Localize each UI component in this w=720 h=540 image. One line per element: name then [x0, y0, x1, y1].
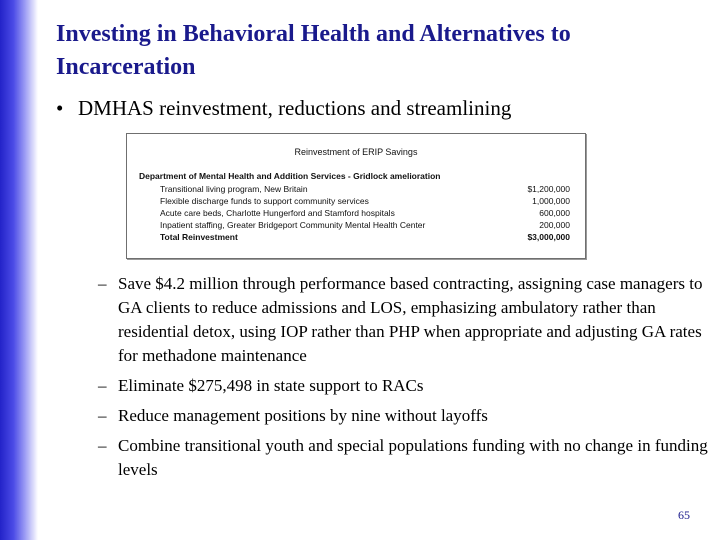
total-label: Total Reinvestment [160, 232, 238, 242]
row-label: Inpatient staffing, Greater Bridgeport Community Mental Health Center [160, 220, 426, 230]
sub-bullet-text: Save $4.2 million through performance based contracting, assigning case managers to GA clients to reduce admissions and LOS, emphasizing ambulatory rather than residential detox, using IOP rather than PHP when appropriate and adjusting GA rates for methadone maintenance [118, 274, 703, 365]
main-bullet-text: DMHAS reinvestment, reductions and streamlining [78, 96, 512, 120]
bullet-icon: • [56, 96, 64, 120]
sub-bullet-item [98, 434, 714, 482]
table-row [160, 184, 570, 196]
sub-bullet-item [98, 404, 714, 428]
table-row [160, 220, 570, 232]
dash-icon: – [98, 274, 107, 293]
slide-sidebar-gradient [0, 0, 38, 540]
sub-bullet-text: Combine transitional youth and special populations funding with no change in funding levels [118, 436, 708, 479]
table-row [160, 208, 570, 220]
sub-bullet-text: Eliminate $275,498 in state support to RACs [118, 376, 424, 395]
row-label: Acute care beds, Charlotte Hungerford and Stamford hospitals [160, 208, 395, 218]
sub-bullet-item [98, 272, 714, 368]
dash-icon: – [98, 376, 107, 395]
row-amount: 200,000 [539, 220, 570, 230]
slide-title: Investing in Behavioral Health and Alternatives to Incarceration [56, 21, 571, 80]
sub-bullet-item [98, 374, 714, 398]
row-amount: 1,000,000 [532, 196, 570, 206]
erip-savings-table [126, 133, 586, 259]
table-total-row [160, 232, 570, 244]
page-number: 65 [678, 508, 690, 522]
row-label: Transitional living program, New Britain [160, 184, 308, 194]
dash-icon: – [98, 406, 107, 425]
dash-icon: – [98, 436, 107, 455]
row-amount: 600,000 [539, 208, 570, 218]
table-row [160, 196, 570, 208]
total-amount: $3,000,000 [527, 232, 570, 242]
sub-bullet-list [98, 272, 714, 488]
table-title: Reinvestment of ERIP Savings [294, 147, 418, 157]
sub-bullet-text: Reduce management positions by nine without layoffs [118, 406, 488, 425]
row-label: Flexible discharge funds to support community services [160, 196, 369, 206]
row-amount: $1,200,000 [527, 184, 570, 194]
table-heading: Department of Mental Health and Addition Services - Gridlock amelioration [139, 171, 441, 181]
main-bullet [56, 94, 511, 122]
